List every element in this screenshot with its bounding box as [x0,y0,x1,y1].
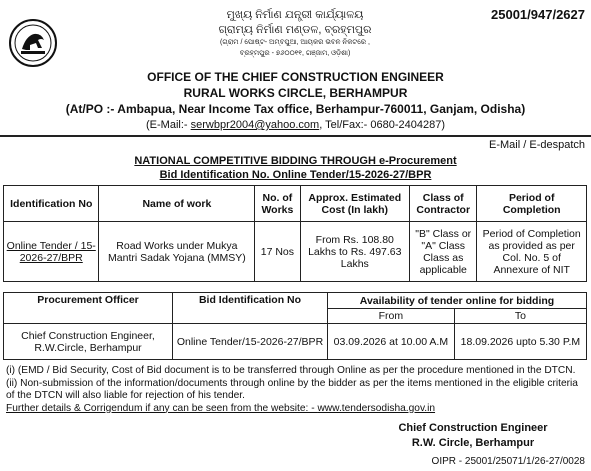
contact-suffix: , Tel/Fax:- 0680-2404287) [319,119,445,131]
col-period-completion: Period of Completion [477,186,587,222]
odia-heading-2: ଗ୍ରାମ୍ୟ ନିର୍ମାଣ ମଣ୍ଡଳ, ବ୍ରହ୍ମପୁର [218,24,372,36]
note-website-prefix: Further details & Corrigendum if any can be seen from the website: - [6,402,318,414]
col-estimated-cost: Approx. Estimated Cost (In lakh) [300,186,410,222]
footer-reference: OIPR - 25001/25071/1/26-27/0028 [431,456,585,467]
table-row [4,222,587,282]
header-divider [0,135,591,137]
reference-number: 25001/947/2627 [491,7,585,22]
cell-period-completion: Period of Completion as provided as per Col. No. 5 of Annexure of NIT [477,222,587,282]
cell-from-date: 03.09.2026 at 10.00 A.M [328,324,455,360]
circle-name: RURAL WORKS CIRCLE, BERHAMPUR [183,86,408,100]
col-no-of-works: No. of Works [255,186,300,222]
odia-address-1: (ଗ୍ରାମ / ପୋଷ୍ଟ- ଅମ୍ବପୁଆ, ଆୟକର ଭବନ ନିକଟରେ , [220,39,370,46]
col-from: From [328,309,455,324]
website-link[interactable]: www.tendersodisha.gov.in [317,402,436,414]
col-to: To [454,309,586,324]
cell-officer: Chief Construction Engineer, R.W.Circle, Berhampur [4,324,173,360]
cell-bid-id: Online Tender/15-2026-27/BPR [173,324,328,360]
odia-address-2: ବ୍ରହ୍ମପୁର - ୭୬୦୦୧୧, ଗଞ୍ଜାମ, ଓଡ଼ିଶା) [239,50,351,57]
cell-identification: Online Tender / 15-2026-27/BPR [4,222,99,282]
notice-title: NATIONAL COMPETITIVE BIDDING THROUGH e-Procurement [134,155,457,167]
procurement-table [3,292,587,360]
odia-heading-1: ମୁଖ୍ୟ ନିର୍ମାଣ ଯନ୍ତ୍ରୀ କାର୍ଯ୍ୟାଳୟ [226,9,364,21]
note-website [6,403,586,416]
signature-title: Chief Construction Engineer [398,422,548,434]
bid-identification-line: Bid Identification No. Online Tender/15-2026-27/BPR [159,169,432,181]
cell-no-of-works: 17 Nos [255,222,300,282]
col-procurement-officer: Procurement Officer [4,293,173,324]
col-bid-identification: Bid Identification No [173,293,328,324]
contact-prefix: (E-Mail:- [146,119,188,131]
contact-line [0,119,591,131]
odisha-emblem-logo [8,18,58,68]
note-non-submission: (ii) Non-submission of the information/documents through online by the bidder as per the items mentioned in the eligible criteria of the DTCN will also liable for rejection of his tender. [6,377,578,401]
email-link[interactable]: serwbpr2004@yahoo.com [190,119,320,131]
table-row [4,324,587,360]
col-name-of-work: Name of work [99,186,255,222]
col-availability: Availability of tender online for bidding [328,293,587,309]
col-class-contractor: Class of Contractor [410,186,477,222]
notes-section [6,365,586,415]
cell-name-of-work: Road Works under Mukya Mantri Sadak Yojana (MMSY) [99,222,255,282]
office-title: OFFICE OF THE CHIEF CONSTRUCTION ENGINEER [147,70,444,84]
signature-place: R.W. Circle, Berhampur [411,437,535,449]
col-identification: Identification No [4,186,99,222]
works-table [3,185,587,282]
office-address: (At/PO :- Ambapua, Near Income Tax office, Berhampur-760011, Ganjam, Odisha) [65,102,526,116]
cell-to-date: 18.09.2026 upto 5.30 P.M [454,324,586,360]
despatch-mode: E-Mail / E-despatch [489,139,585,151]
note-emd: (i) (EMD / Bid Security, Cost of Bid document is to be transferred through Online as per the procedure mentioned in the DTCN. [6,365,576,376]
cell-estimated-cost: From Rs. 108.80 Lakhs to Rs. 497.63 Lakhs [300,222,410,282]
cell-class-contractor: "B" Class or "A" Class Class as applicable [410,222,477,282]
